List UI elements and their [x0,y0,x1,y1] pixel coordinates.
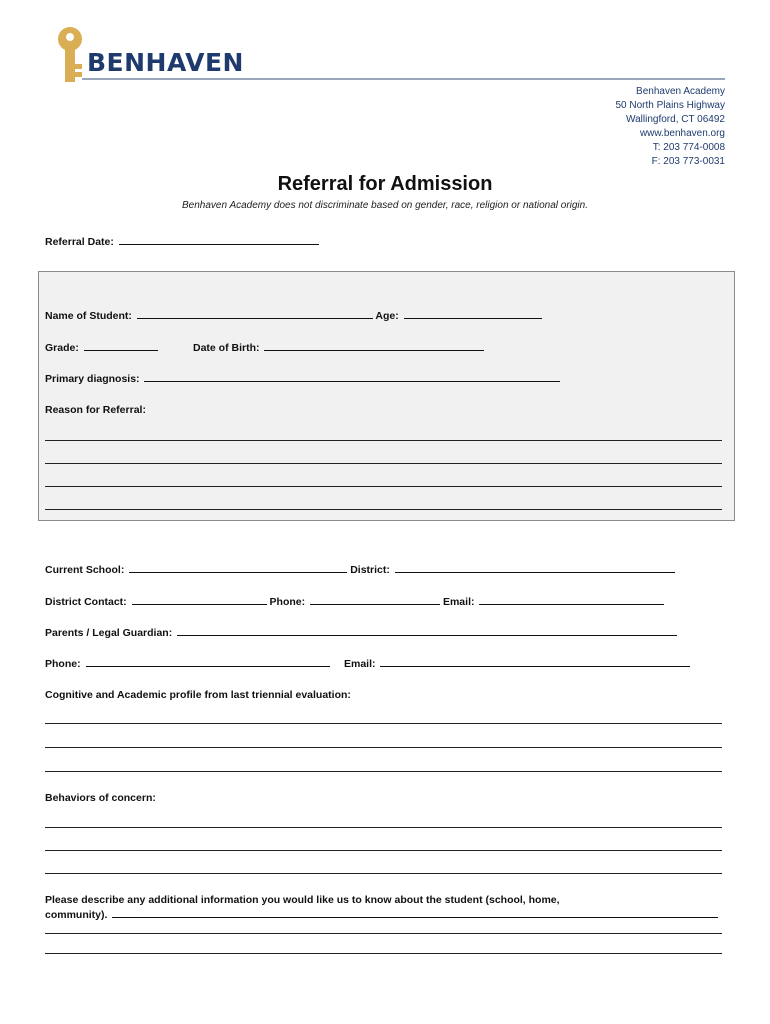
website-link[interactable]: www.benhaven.org [639,128,725,139]
age-line[interactable] [404,317,542,319]
guardian-line[interactable] [177,634,677,636]
additional-info-label-line2: community). [45,909,108,921]
diagnosis-label: Primary diagnosis: [45,373,140,385]
student-name-field[interactable] [45,310,542,322]
additional-info-line-0[interactable] [112,916,718,918]
reason-label: Reason for Referral: [45,404,146,416]
district-contact-line[interactable] [132,603,267,605]
district-phone-line[interactable] [310,603,440,605]
reason-line-1[interactable] [45,440,722,441]
district-email-label: Email: [442,596,475,608]
referral-date-label: Referral Date: [45,236,114,248]
reason-line-3[interactable] [45,486,722,487]
grade-line[interactable] [84,349,158,351]
form-title: Referral for Admission [277,173,493,195]
reason-line-4[interactable] [45,509,722,510]
guardian-email-line[interactable] [380,665,690,667]
reason-line-2[interactable] [45,463,722,464]
current-school-line[interactable] [129,571,347,573]
guardian-phone-field[interactable] [45,658,330,670]
cognitive-line-2[interactable] [45,747,722,748]
student-name-label: Name of Student: [45,310,132,322]
district-phone-label: Phone: [269,596,306,608]
district-label: District: [350,564,390,576]
cognitive-line-1[interactable] [45,723,722,724]
grade-field[interactable] [45,342,158,354]
header-rule [82,78,725,80]
guardian-phone-line[interactable] [86,665,330,667]
address-block [616,85,726,169]
dob-field[interactable] [193,342,484,354]
behaviors-line-2[interactable] [45,850,722,851]
academy-name: Benhaven Academy [636,86,725,97]
behaviors-label: Behaviors of concern: [45,792,156,804]
additional-info-label-line1: Please describe any additional information you would like us to know about the student (school, home, [45,894,560,906]
fax-number: F: 203 773-0031 [651,156,725,167]
guardian-phone-label: Phone: [45,658,81,670]
city-state-zip: Wallingford, CT 06492 [626,114,725,125]
logo-text: BENHAVEN [87,48,244,77]
district-email-line[interactable] [479,603,664,605]
guardian-email-field[interactable] [344,658,690,670]
key-logo-icon [52,26,88,84]
cognitive-label: Cognitive and Academic profile from last triennial evaluation: [45,689,351,701]
additional-info-line-2[interactable] [45,953,722,954]
student-info-box [38,271,735,521]
current-school-label: Current School: [45,564,125,576]
additional-info-line-1[interactable] [45,933,722,934]
behaviors-line-1[interactable] [45,827,722,828]
dob-label: Date of Birth: [193,342,260,354]
guardian-field[interactable] [45,627,677,639]
diagnosis-line[interactable] [144,380,560,382]
cognitive-line-3[interactable] [45,771,722,772]
dob-line[interactable] [264,349,484,351]
diagnosis-field[interactable] [45,373,560,385]
district-line[interactable] [395,571,675,573]
current-school-field[interactable] [45,564,675,576]
district-contact-field[interactable] [45,596,664,608]
behaviors-line-3[interactable] [45,873,722,874]
non-discrimination-statement: Benhaven Academy does not discriminate based on gender, race, religion or national origin. [182,200,588,211]
phone-number: T: 203 774-0008 [652,142,725,153]
street-address: 50 North Plains Highway [615,100,725,111]
grade-label: Grade: [45,342,79,354]
referral-date-line[interactable] [119,243,319,245]
guardian-email-label: Email: [344,658,376,670]
age-label: Age: [375,310,399,322]
guardian-label: Parents / Legal Guardian: [45,627,173,639]
additional-info-field[interactable] [45,909,718,921]
district-contact-label: District Contact: [45,596,127,608]
student-name-line[interactable] [137,317,373,319]
referral-date-field[interactable] [45,236,319,248]
